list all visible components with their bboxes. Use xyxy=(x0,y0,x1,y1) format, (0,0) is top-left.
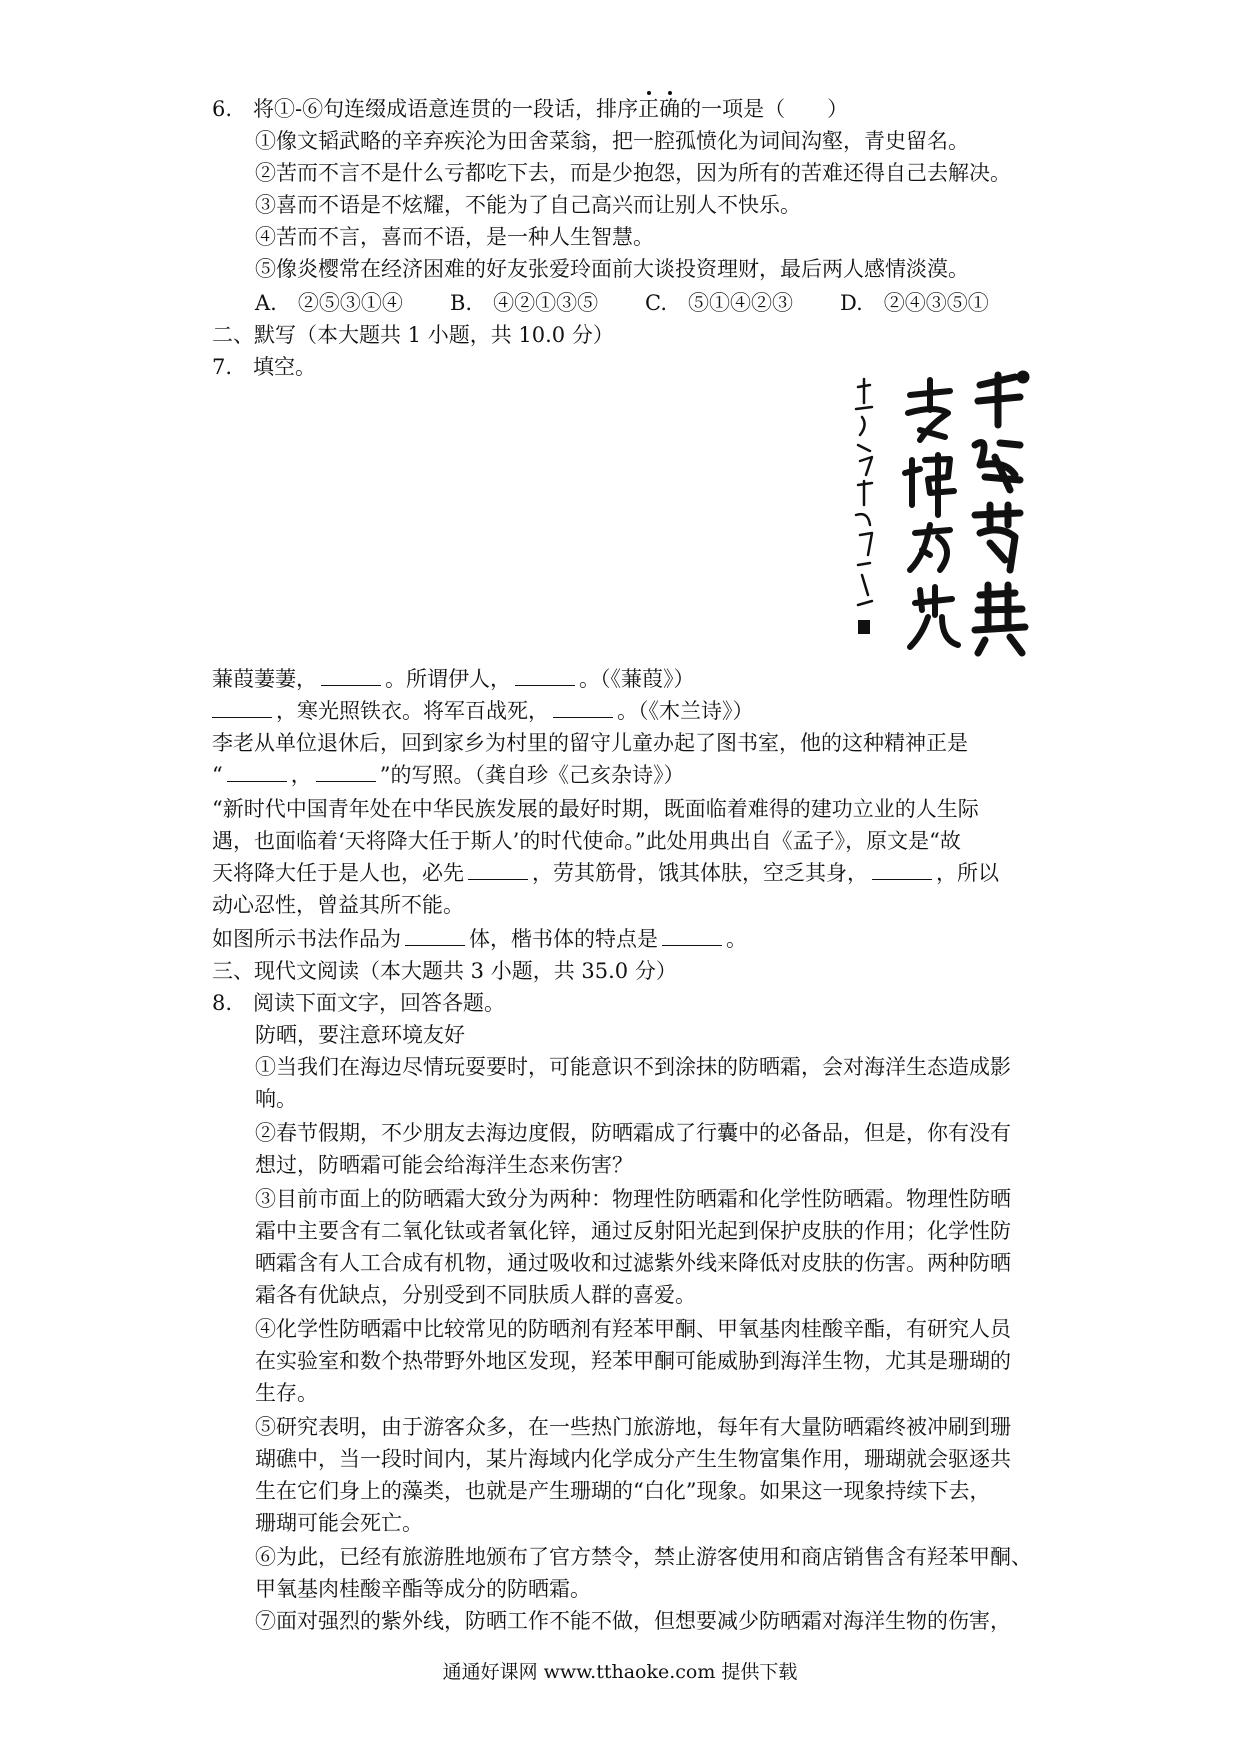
passage-line: 甲氧基肉桂酸辛酯等成分的防晒霜。 xyxy=(255,1577,591,1601)
calligraphy-column-middle xyxy=(905,380,958,647)
passage-line: ⑤研究表明，由于游客众多，在一些热门旅游地，每年有大量防晒霜终被冲刷到珊 xyxy=(255,1415,1011,1439)
page-footer: 通通好课网 www.tthaoke.com 提供下载 xyxy=(442,1661,798,1683)
passage-line: 在实验室和数个热带野外地区发现，羟苯甲酮可能威胁到海洋生物，尤其是珊瑚的 xyxy=(255,1349,1011,1373)
q7-line-1: 蒹葭萋萋， 。所谓伊人， 。（《蒹葭》） xyxy=(212,667,695,691)
answer-blank[interactable] xyxy=(662,925,722,946)
q6-sentence-1: ①像文韬武略的辛弃疾沦为田舍菜翁，把一腔孤愤化为词间沟壑，青史留名。 xyxy=(255,129,969,153)
section-heading-2: 二、默写（本大题共 1 小题，共 10.0 分） xyxy=(212,323,614,347)
passage-line: 瑚礁中，当一段时间内，某片海域内化学成分产生生物富集作用，珊瑚就会驱逐共 xyxy=(255,1447,1011,1471)
passage-line: ④化学性防晒霜中比较常见的防晒剂有羟苯甲酮、甲氧基肉桂酸辛酯，有研究人员 xyxy=(255,1317,1011,1341)
passage-line: ③目前市面上的防晒霜大致分为两种：物理性防晒霜和化学性防晒霜。物理性防晒 xyxy=(255,1187,1011,1211)
q7-line-5: “新时代中国青年处在中华民族发展的最好时期，既面临着难得的建功立业的人生际 xyxy=(212,797,979,821)
answer-blank[interactable] xyxy=(872,859,932,880)
passage-line: 珊瑚可能会死亡。 xyxy=(255,1511,423,1535)
passage-line: ①当我们在海边尽情玩耍要时，可能意识不到涂抹的防晒霜，会对海洋生态造成影 xyxy=(255,1055,1011,1079)
choice-d[interactable]: D. ②④③⑤① xyxy=(840,291,989,315)
q7-line-6: 遇，也面临着‘天将降大任于斯人’的时代使命。”此处用典出自《孟子》，原文是“故 xyxy=(212,829,961,853)
q6-choices xyxy=(255,288,1035,318)
passage-line: ②春节假期，不少朋友去海边度假，防晒霜成了行囊中的必备品，但是，你有没有 xyxy=(255,1121,1011,1145)
q7-line-4: “ ， ”的写照。（龚自珍《己亥杂诗》） xyxy=(212,763,685,787)
section-heading-3: 三、现代文阅读（本大题共 3 小题，共 35.0 分） xyxy=(212,959,677,983)
q7-line-8: 动心忍性，曾益其所不能。 xyxy=(212,893,464,917)
choice-c[interactable]: C. ⑤①④②③ xyxy=(645,291,793,315)
passage-line: 响。 xyxy=(255,1087,297,1111)
answer-blank[interactable] xyxy=(316,761,376,782)
calligraphy-signature xyxy=(856,379,872,605)
passage-line: 生在它们身上的藻类，也就是产生珊瑚的“白化”现象。如果这一现象持续下去， xyxy=(255,1479,991,1503)
q7-line-9: 如图所示书法作品为 体，楷书体的特点是 。 xyxy=(212,927,747,951)
emphasized-word: 正确 xyxy=(638,97,680,121)
answer-blank[interactable] xyxy=(212,697,272,718)
passage-line: 霜各有优缺点，分别受到不同肤质人群的喜爱。 xyxy=(255,1283,696,1307)
calligraphy-column-right xyxy=(975,374,1026,653)
passage-line: ⑦面对强烈的紫外线，防晒工作不能不做，但想要减少防晒霜对海洋生物的伤害， xyxy=(255,1609,1011,1633)
answer-blank[interactable] xyxy=(227,761,287,782)
q7-line-2: ，寒光照铁衣。将军百战死， 。（《木兰诗》） xyxy=(212,696,754,726)
seal-stamp xyxy=(858,620,870,634)
answer-blank[interactable] xyxy=(468,859,528,880)
choice-a[interactable]: A. ②⑤③①④ xyxy=(255,291,403,315)
answer-blank[interactable] xyxy=(405,925,465,946)
passage-line: 想过，防晒霜可能会给海洋生态来伤害？ xyxy=(255,1153,633,1177)
question-8-stem: 8. 阅读下面文字，回答各题。 xyxy=(212,991,506,1015)
answer-blank[interactable] xyxy=(515,665,575,686)
q6-sentence-4: ④苦而不言，喜而不语，是一种人生智慧。 xyxy=(255,225,654,249)
q6-sentence-2: ②苦而不言不是什么亏都吃下去，而是少抱怨，因为所有的苦难还得自己去解决。 xyxy=(255,161,1011,185)
question-7-stem: 7. 填空。 xyxy=(212,355,317,379)
passage-line: ⑥为此，已经有旅游胜地颁布了官方禁令，禁止游客使用和商店销售含有羟苯甲酮、 xyxy=(255,1545,1032,1569)
q6-sentence-3: ③喜而不语是不炫耀，不能为了自己高兴而让别人不快乐。 xyxy=(255,193,801,217)
question-6-stem: 6. 将①-⑥句连缀成语意连贯的一段话，排序 正确的一项是（ ） xyxy=(212,94,848,124)
choice-b[interactable]: B. ④②①③⑤ xyxy=(450,291,599,315)
q6-sentence-5: ⑤像炎樱常在经济困难的好友张爱玲面前大谈投资理财，最后两人感情淡漠。 xyxy=(255,257,969,281)
passage-line: 晒霜含有人工合成有机物，通过吸收和过滤紫外线来降低对皮肤的伤害。两种防晒 xyxy=(255,1251,1011,1275)
answer-blank[interactable] xyxy=(321,665,381,686)
answer-blank[interactable] xyxy=(553,697,613,718)
q7-line-7: 天将降大任于是人也，必先 ，劳其筋骨，饿其体肤，空乏其身， ，所以 xyxy=(212,861,999,885)
passage-title: 防晒，要注意环境友好 xyxy=(255,1023,465,1047)
passage-line: 生存。 xyxy=(255,1381,318,1405)
q7-line-3: 李老从单位退休后，回到家乡为村里的留守儿童办起了图书室，他的这种精神正是 xyxy=(212,731,968,755)
calligraphy-image xyxy=(830,365,1030,660)
passage-line: 霜中主要含有二氧化钛或者氧化锌，通过反射阳光起到保护皮肤的作用；化学性防 xyxy=(255,1219,1011,1243)
